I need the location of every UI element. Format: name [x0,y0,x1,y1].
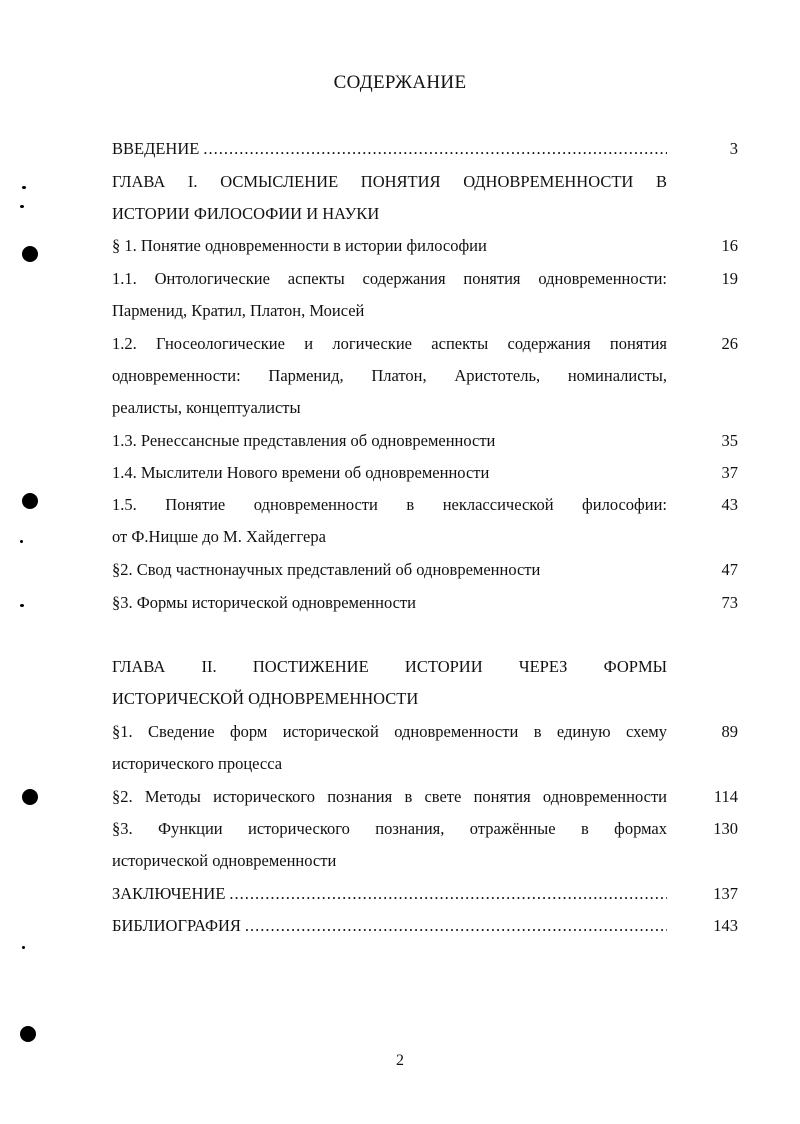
toc-entry-line: одновременности: Парменид, Платон, Аристотель, номиналисты, [112,366,667,385]
toc-entry-text: §3. Формы исторической одновременности [112,593,416,612]
toc-page-number: 73 [721,593,738,612]
scan-speck [20,604,24,607]
punch-hole-mark [22,789,38,805]
toc-chapter-line: ГЛАВА II. ПОСТИЖЕНИЕ ИСТОРИИ ЧЕРЕЗ ФОРМЫ [112,657,667,676]
dot-leader [203,133,667,165]
toc-entry-line: 1.5. Понятие одновременности в неклассической философии: [112,495,667,514]
toc-page-number: 43 [721,495,738,514]
toc-entry-label: ВВЕДЕНИЕ [112,139,200,158]
toc-entry-line: §3. Функции исторического познания, отражённые в формах [112,819,667,838]
toc-page-number: 16 [721,236,738,255]
punch-hole-mark [22,493,38,509]
toc-chapter-line: ИСТОРИИ ФИЛОСОФИИ И НАУКИ [112,204,380,223]
toc-entry-conclusion[interactable] [112,878,667,910]
punch-hole-mark [20,1026,36,1042]
toc-entry-1-2[interactable] [112,328,667,424]
dot-leader [245,910,667,942]
toc-entry-1-5[interactable] [112,489,667,553]
toc-entry-line: от Ф.Ницше до М. Хайдеггера [112,527,326,546]
toc-page-number: 143 [713,916,738,935]
toc-page-number: 26 [721,334,738,353]
scan-speck [22,946,25,949]
toc-entry-1-3[interactable] [112,425,667,457]
toc-entry-text: 1.3. Ренессансные представления об одновременности [112,431,496,450]
toc-entry-line: исторической одновременности [112,851,337,870]
toc-entry-chapter2-section-1[interactable] [112,716,667,780]
toc-entry-section-2[interactable] [112,554,667,586]
toc-page-number: 3 [729,139,738,158]
toc-page-number: 37 [721,463,738,482]
toc-entry-chapter2-section-2[interactable] [112,781,667,813]
toc-page-number: 47 [721,560,738,579]
toc-entry-label: ЗАКЛЮЧЕНИЕ [112,884,226,903]
toc-entry-section-3[interactable] [112,587,667,619]
toc-entry-1-1[interactable] [112,263,667,327]
toc-entry-label: БИБЛИОГРАФИЯ [112,916,241,935]
toc-chapter-line: ИСТОРИЧЕСКОЙ ОДНОВРЕМЕННОСТИ [112,689,419,708]
toc-entry-text: 1.4. Мыслители Нового времени об одновременности [112,463,490,482]
toc-page-number: 89 [721,722,738,741]
contents-title: СОДЕРЖАНИЕ [333,72,467,93]
toc-entry-line: исторического процесса [112,754,283,773]
toc-entry-line: §1. Сведение форм исторической одновременности в единую схему [112,722,667,741]
toc-page-number: 35 [721,431,738,450]
toc-entry-text: §2. Свод частнонаучных представлений об одновременности [112,560,541,579]
toc-entry-section-1[interactable] [112,230,667,262]
scan-speck [22,186,26,189]
page-number: 2 [396,1052,404,1069]
toc-entry-text: § 1. Понятие одновременности в истории философии [112,236,487,255]
toc-entry-introduction[interactable] [112,133,667,165]
toc-chapter-2[interactable] [112,651,667,715]
toc-entry-text: §2. Методы исторического познания в свете понятия одновременности [112,787,667,806]
toc-entry-bibliography[interactable] [112,910,667,942]
toc-entry-line: 1.1. Онтологические аспекты содержания понятия одновременности: [112,269,667,288]
toc-page-number: 137 [713,884,738,903]
punch-hole-mark [22,246,38,262]
toc-page-number: 19 [721,269,738,288]
toc-page-number: 130 [713,819,738,838]
toc-entry-1-4[interactable] [112,457,667,489]
toc-entry-line: 1.2. Гносеологические и логические аспекты содержания понятия [112,334,667,353]
toc-page-number: 114 [713,787,738,806]
toc-chapter-1[interactable] [112,166,667,230]
dot-leader [229,878,667,910]
scan-speck [20,540,23,543]
toc-entry-chapter2-section-3[interactable] [112,813,667,877]
scan-speck [20,205,24,208]
toc-chapter-line: ГЛАВА I. ОСМЫСЛЕНИЕ ПОНЯТИЯ ОДНОВРЕМЕННОСТИ В [112,172,667,191]
toc-entry-line: реалисты, концептуалисты [112,398,301,417]
toc-entry-line: Парменид, Кратил, Платон, Моисей [112,301,365,320]
